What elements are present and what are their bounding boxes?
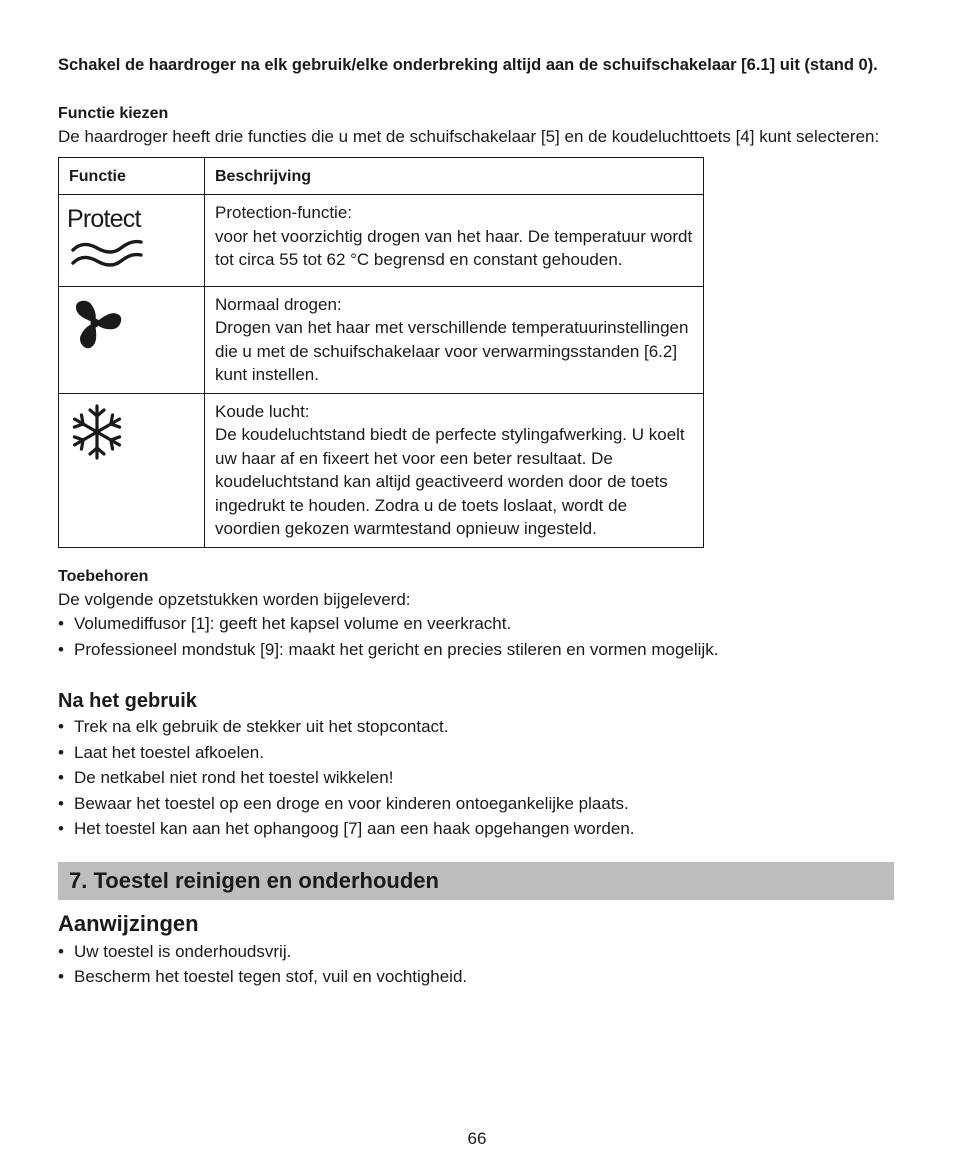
- toebehoren-list: [58, 611, 894, 662]
- table-row: [59, 393, 704, 547]
- function-icon-cell: [59, 393, 205, 547]
- toebehoren-heading: Toebehoren: [58, 567, 149, 585]
- na-het-gebruik-list: [58, 714, 894, 842]
- function-description: voor het voorzichtig drogen van het haar. De temperatuur wordt tot circa 55 tot 62 °C begrensd en constant gehouden.: [215, 226, 693, 269]
- table-row: [59, 195, 704, 287]
- fan-icon: [67, 295, 123, 351]
- table-header-beschrijving: Beschrijving: [205, 157, 704, 195]
- list-item: • Bewaar het toestel op een droge en voor kinderen ontoegankelijke plaats.: [58, 791, 894, 817]
- na-het-gebruik-heading: Na het gebruik: [58, 690, 197, 712]
- protect-label: Protect: [67, 205, 141, 233]
- function-description-cell: [205, 195, 704, 287]
- functie-kiezen-intro: De haardroger heeft drie functies die u met de schuifschakelaar [5] en de koudeluchttoets [4] kunt selecteren:: [58, 127, 880, 146]
- function-description: Drogen van het haar met verschillende temperatuurinstellingen die u met de schuifschakelaar voor verwarmingsstanden [6.2] kunt instellen.: [215, 318, 689, 384]
- function-description-cell: [205, 393, 704, 547]
- list-item: • Volumediffusor [1]: geeft het kapsel volume en veerkracht.: [58, 611, 894, 637]
- list-item: • Het toestel kan aan het ophangoog [7] aan een haak opgehangen worden.: [58, 816, 894, 842]
- list-item: • Laat het toestel afkoelen.: [58, 740, 894, 766]
- table-header-functie: Functie: [59, 157, 205, 195]
- function-description-cell: [205, 286, 704, 393]
- list-item: • Trek na elk gebruik de stekker uit het stopcontact.: [58, 714, 894, 740]
- list-item: • Uw toestel is onderhoudsvrij.: [58, 939, 894, 965]
- function-title: Koude lucht:: [215, 401, 310, 421]
- table-header-row: [59, 157, 704, 195]
- list-item: • De netkabel niet rond het toestel wikkelen!: [58, 765, 894, 791]
- protect-wave-icon: [67, 233, 147, 273]
- list-item: • Bescherm het toestel tegen stof, vuil en vochtigheid.: [58, 964, 894, 990]
- function-table: [58, 157, 704, 548]
- list-item: • Professioneel mondstuk [9]: maakt het gericht en precies stileren en vormen mogelijk.: [58, 637, 894, 663]
- functie-kiezen-heading: Functie kiezen: [58, 105, 169, 122]
- toebehoren-intro: De volgende opzetstukken worden bijgeleverd:: [58, 589, 411, 609]
- warning-text: Schakel de haardroger na elk gebruik/elke onderbreking altijd aan de schuifschakelaar [6.1] uit (stand 0).: [58, 56, 878, 74]
- page-content: [58, 54, 894, 990]
- table-row: [59, 286, 704, 393]
- aanwijzingen-heading: Aanwijzingen: [58, 910, 199, 936]
- section-title-bar: 7. Toestel reinigen en onderhouden: [58, 862, 894, 900]
- function-title: Normaal drogen:: [215, 294, 342, 314]
- page-number: 66: [467, 1129, 487, 1148]
- function-title: Protection-functie:: [215, 203, 353, 222]
- snowflake-icon: [67, 402, 127, 462]
- function-description: De koudeluchtstand biedt de perfecte stylingafwerking. U koelt uw haar af en fixeert het voor een beter resultaat. De koudeluchtstand kan altijd geactiveerd worden door de toets ingedrukt te houden. Zodra u de toets loslaat, wordt de voordien gekozen warmtestand opnieuw ingesteld.: [215, 425, 685, 538]
- function-icon-cell: [59, 286, 205, 393]
- aanwijzingen-list: [58, 939, 894, 990]
- function-icon-cell: [59, 195, 205, 287]
